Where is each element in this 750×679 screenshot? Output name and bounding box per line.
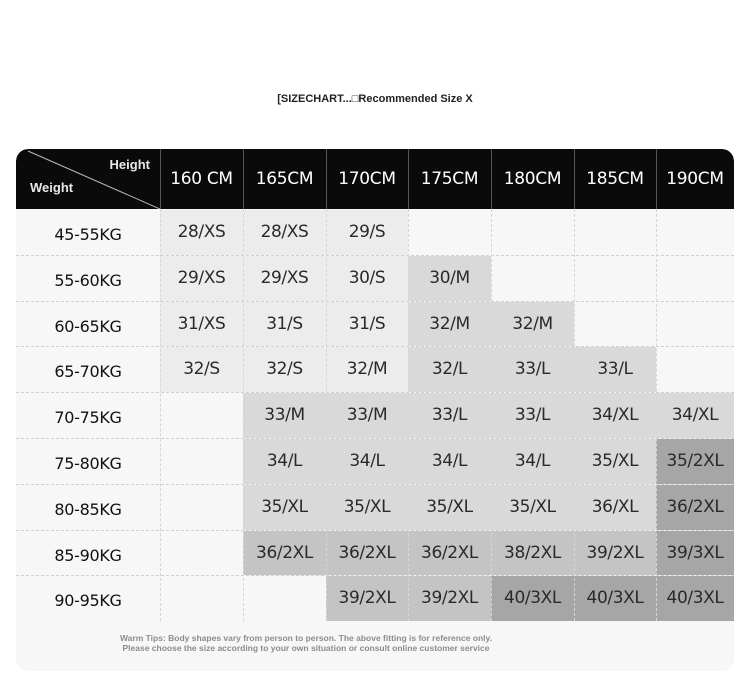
size-cell: 35/XL: [243, 485, 326, 530]
size-cell: 39/3XL: [656, 531, 734, 576]
size-cell: 32/M: [491, 302, 574, 347]
size-cell: [574, 302, 656, 347]
column-divider: [656, 209, 657, 621]
size-cell: 31/S: [243, 302, 326, 347]
header-divider: [491, 149, 492, 209]
column-header: 180CM: [503, 169, 562, 189]
size-cell: [243, 576, 326, 621]
size-cell: 38/2XL: [491, 531, 574, 576]
size-cell: [491, 210, 574, 255]
warm-tips-line-1: Warm Tips: Body shapes vary from person to person. The above fitting is for reference only.: [119, 633, 493, 643]
column-divider: [243, 209, 244, 621]
row-weight-label: 90-95KG: [54, 591, 122, 611]
row-divider: [16, 301, 734, 302]
column-header: 185CM: [586, 169, 644, 189]
size-cell: 34/XL: [574, 393, 656, 438]
column-header: 190CM: [666, 169, 724, 189]
size-cell: 33/M: [243, 393, 326, 438]
size-cell: [574, 256, 656, 301]
size-cell: 40/3XL: [491, 576, 574, 621]
row-divider: [16, 484, 734, 485]
size-cell: 39/2XL: [326, 576, 408, 621]
size-cell: 32/M: [326, 347, 408, 392]
column-header: 170CM: [338, 169, 396, 189]
size-cell: 30/M: [408, 256, 491, 301]
column-divider: [326, 209, 327, 621]
column-divider: [574, 209, 575, 621]
header-divider: [574, 149, 575, 209]
header-divider: [243, 149, 244, 209]
size-cell: 32/L: [408, 347, 491, 392]
header-corner: [16, 149, 160, 209]
size-cell: 32/M: [408, 302, 491, 347]
header-divider: [408, 149, 409, 209]
header-divider: [160, 149, 161, 209]
size-cell: [656, 210, 734, 255]
size-cell: 35/2XL: [656, 439, 734, 484]
size-cell: 30/S: [326, 256, 408, 301]
header-divider: [656, 149, 657, 209]
warm-tips: [16, 633, 596, 653]
row-weight-label: 65-70KG: [54, 362, 122, 382]
size-cell: 35/XL: [326, 485, 408, 530]
size-cell: 33/L: [574, 347, 656, 392]
row-divider: [16, 346, 734, 347]
column-header: 165CM: [255, 169, 314, 189]
size-cell: 33/L: [491, 393, 574, 438]
size-cell: 31/S: [326, 302, 408, 347]
size-cell: 35/XL: [574, 439, 656, 484]
row-weight-label: 70-75KG: [54, 408, 122, 428]
size-cell: 40/3XL: [574, 576, 656, 621]
size-cell: [574, 210, 656, 255]
row-divider: [16, 575, 734, 576]
row-weight-label: 45-55KG: [54, 225, 122, 244]
size-cell: 34/L: [491, 439, 574, 484]
size-cell: 35/XL: [408, 485, 491, 530]
row-divider: [16, 392, 734, 393]
size-cell: [656, 256, 734, 301]
row-weight-label: 55-60KG: [54, 270, 122, 290]
chart-title: [SIZECHART...□Recommended Size X: [277, 93, 473, 105]
size-cell: 32/S: [243, 347, 326, 392]
size-cell: [160, 485, 243, 530]
size-cell: 40/3XL: [656, 576, 734, 621]
header-divider: [326, 149, 327, 209]
size-cell: [160, 393, 243, 438]
size-cell: 34/L: [408, 439, 491, 484]
size-cell: 35/XL: [491, 485, 574, 530]
height-label: Height: [109, 157, 150, 172]
size-cell: 36/2XL: [656, 485, 734, 530]
column-divider: [160, 209, 161, 621]
row-divider: [16, 255, 734, 256]
size-cell: 39/2XL: [408, 576, 491, 621]
row-divider: [16, 530, 734, 531]
size-cell: 36/XL: [574, 485, 656, 530]
column-divider: [491, 209, 492, 621]
size-cell: 36/2XL: [408, 531, 491, 576]
size-cell: 28/XS: [160, 210, 243, 255]
size-cell: [408, 210, 491, 255]
size-cell: 33/L: [408, 393, 491, 438]
row-weight-label: 85-90KG: [54, 545, 122, 565]
row-divider: [16, 438, 734, 439]
size-cell: [160, 576, 243, 621]
size-cell: [656, 347, 734, 392]
size-cell: 33/L: [491, 347, 574, 392]
table-header: [16, 149, 734, 209]
size-cell: [656, 302, 734, 347]
size-cell: 31/XS: [160, 302, 243, 347]
size-cell: 34/L: [326, 439, 408, 484]
size-cell: 36/2XL: [243, 531, 326, 576]
size-cell: 34/L: [243, 439, 326, 484]
size-cell: 39/2XL: [574, 531, 656, 576]
size-cell: 29/XS: [160, 256, 243, 301]
size-cell: 29/S: [326, 210, 408, 255]
warm-tips-line-2: Please choose the size according to your own situation or consult online customer service: [122, 643, 490, 653]
size-cell: [160, 531, 243, 576]
size-cell: 28/XS: [243, 210, 326, 255]
size-chart-table: [16, 149, 734, 671]
row-weight-label: 75-80KG: [54, 454, 122, 473]
column-divider: [408, 209, 409, 621]
weight-label: Weight: [30, 180, 74, 195]
size-cell: 32/S: [160, 347, 243, 392]
size-cell: [160, 439, 243, 484]
row-weight-label: 80-85KG: [54, 499, 122, 519]
size-cell: 36/2XL: [326, 531, 408, 576]
column-header: 175CM: [420, 169, 479, 189]
column-header: 160 CM: [170, 169, 233, 189]
size-cell: [491, 256, 574, 301]
size-cell: 29/XS: [243, 256, 326, 301]
size-cell: 34/XL: [656, 393, 734, 438]
row-weight-label: 60-65KG: [54, 316, 122, 336]
size-cell: 33/M: [326, 393, 408, 438]
